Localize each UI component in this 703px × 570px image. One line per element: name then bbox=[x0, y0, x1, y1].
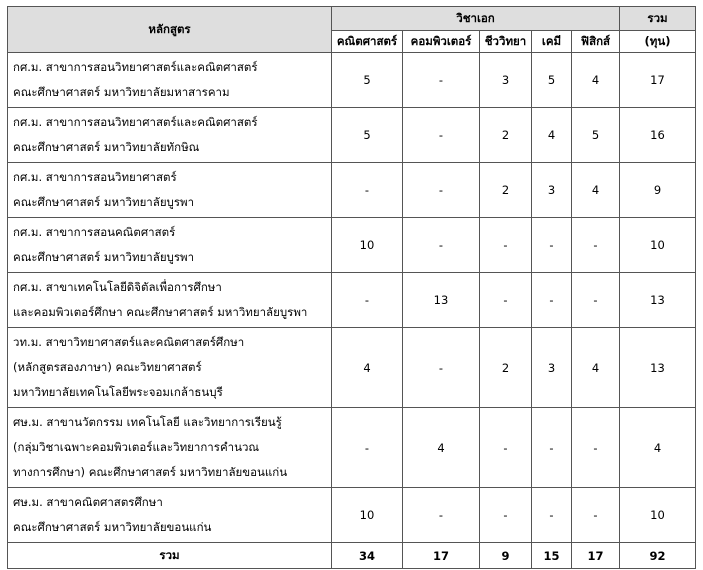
table-row bbox=[8, 163, 696, 218]
value-cell-computer: - bbox=[403, 488, 480, 543]
value-cell-biology: - bbox=[480, 488, 532, 543]
value-cell-math: 5 bbox=[332, 108, 403, 163]
program-name-cell bbox=[8, 273, 332, 328]
value-cell-biology: - bbox=[480, 273, 532, 328]
value-cell-math: 4 bbox=[332, 328, 403, 408]
total-column-header: รวม bbox=[620, 7, 696, 31]
grand-total: 92 bbox=[620, 543, 696, 569]
value-cell-chemistry: 4 bbox=[532, 108, 572, 163]
value-cell-computer: - bbox=[403, 218, 480, 273]
value-cell-biology: 2 bbox=[480, 163, 532, 218]
value-cell-physics: - bbox=[572, 488, 620, 543]
total-row bbox=[8, 543, 696, 569]
program-name-cell bbox=[8, 218, 332, 273]
value-cell-chemistry: - bbox=[532, 488, 572, 543]
major-header-math: คณิตศาสตร์ bbox=[332, 31, 403, 53]
value-cell-physics: - bbox=[572, 408, 620, 488]
value-cell-math: - bbox=[332, 273, 403, 328]
program-name-cell bbox=[8, 488, 332, 543]
table-row bbox=[8, 273, 696, 328]
program-name-line: ศษ.ม. สาขานวัตกรรม เทคโนโลยี และวิทยาการเรียนรู้ bbox=[13, 415, 282, 429]
program-name-line: (กลุ่มวิชาเฉพาะคอมพิวเตอร์และวิทยาการคำนวณ bbox=[13, 440, 260, 454]
value-cell-chemistry: 3 bbox=[532, 328, 572, 408]
table-row bbox=[8, 408, 696, 488]
program-name-line: กศ.ม. สาขาการสอนวิทยาศาสตร์ bbox=[13, 170, 177, 184]
value-cell-math: 5 bbox=[332, 53, 403, 108]
row-total-cell: 13 bbox=[620, 328, 696, 408]
table-row bbox=[8, 218, 696, 273]
program-name-line: และคอมพิวเตอร์ศึกษา คณะศึกษาศาสตร์ มหาวิทยาลัยบูรพา bbox=[13, 305, 308, 319]
row-total-cell: 10 bbox=[620, 218, 696, 273]
program-column-header: หลักสูตร bbox=[8, 7, 332, 53]
program-name-line: กศ.ม. สาขาการสอนวิทยาศาสตร์และคณิตศาสตร์ bbox=[13, 115, 258, 129]
program-name-cell bbox=[8, 328, 332, 408]
program-name-line: ศษ.ม. สาขาคณิตศาสตรศึกษา bbox=[13, 495, 163, 509]
total-computer: 17 bbox=[403, 543, 480, 569]
value-cell-physics: 4 bbox=[572, 328, 620, 408]
program-name-line: กศ.ม. สาขาการสอนคณิตศาสตร์ bbox=[13, 225, 176, 239]
total-biology: 9 bbox=[480, 543, 532, 569]
value-cell-computer: 13 bbox=[403, 273, 480, 328]
value-cell-chemistry: 5 bbox=[532, 53, 572, 108]
row-total-cell: 9 bbox=[620, 163, 696, 218]
value-cell-computer: - bbox=[403, 108, 480, 163]
value-cell-physics: - bbox=[572, 273, 620, 328]
total-math: 34 bbox=[332, 543, 403, 569]
value-cell-computer: - bbox=[403, 53, 480, 108]
program-name-line: คณะศึกษาศาสตร์ มหาวิทยาลัยทักษิณ bbox=[13, 140, 200, 154]
program-name-line: กศ.ม. สาขาการสอนวิทยาศาสตร์และคณิตศาสตร์ bbox=[13, 60, 258, 74]
table-row bbox=[8, 108, 696, 163]
row-total-cell: 4 bbox=[620, 408, 696, 488]
program-name-cell bbox=[8, 53, 332, 108]
value-cell-math: - bbox=[332, 163, 403, 218]
scholarship-table bbox=[7, 6, 696, 569]
value-cell-biology: - bbox=[480, 408, 532, 488]
row-total-cell: 16 bbox=[620, 108, 696, 163]
major-group-header: วิชาเอก bbox=[332, 7, 620, 31]
value-cell-biology: 2 bbox=[480, 108, 532, 163]
total-row-label: รวม bbox=[8, 543, 332, 569]
program-name-line: ทางการศึกษา) คณะศึกษาศาสตร์ มหาวิทยาลัยขอนแก่น bbox=[13, 465, 288, 479]
value-cell-computer: - bbox=[403, 328, 480, 408]
program-name-cell bbox=[8, 408, 332, 488]
total-physics: 17 bbox=[572, 543, 620, 569]
program-name-line: วท.ม. สาขาวิทยาศาสตร์และคณิตศาสตร์ศึกษา bbox=[13, 335, 245, 349]
value-cell-computer: - bbox=[403, 163, 480, 218]
value-cell-math: 10 bbox=[332, 488, 403, 543]
value-cell-biology: 3 bbox=[480, 53, 532, 108]
total-unit-header: (ทุน) bbox=[620, 31, 696, 53]
program-name-line: คณะศึกษาศาสตร์ มหาวิทยาลัยบูรพา bbox=[13, 250, 195, 264]
value-cell-biology: 2 bbox=[480, 328, 532, 408]
program-name-cell bbox=[8, 163, 332, 218]
table-row bbox=[8, 53, 696, 108]
major-header-biology: ชีววิทยา bbox=[480, 31, 532, 53]
value-cell-physics: 4 bbox=[572, 53, 620, 108]
major-header-computer: คอมพิวเตอร์ bbox=[403, 31, 480, 53]
value-cell-chemistry: - bbox=[532, 408, 572, 488]
value-cell-biology: - bbox=[480, 218, 532, 273]
table-row bbox=[8, 488, 696, 543]
program-name-line: คณะศึกษาศาสตร์ มหาวิทยาลัยขอนแก่น bbox=[13, 520, 212, 534]
row-total-cell: 17 bbox=[620, 53, 696, 108]
total-chemistry: 15 bbox=[532, 543, 572, 569]
row-total-cell: 10 bbox=[620, 488, 696, 543]
program-name-line: กศ.ม. สาขาเทคโนโลยีดิจิตัลเพื่อการศึกษา bbox=[13, 280, 222, 294]
major-header-physics: ฟิสิกส์ bbox=[572, 31, 620, 53]
value-cell-math: - bbox=[332, 408, 403, 488]
value-cell-chemistry: - bbox=[532, 218, 572, 273]
major-header-chemistry: เคมี bbox=[532, 31, 572, 53]
row-total-cell: 13 bbox=[620, 273, 696, 328]
value-cell-math: 10 bbox=[332, 218, 403, 273]
value-cell-chemistry: - bbox=[532, 273, 572, 328]
value-cell-physics: 5 bbox=[572, 108, 620, 163]
program-name-line: มหาวิทยาลัยเทคโนโลยีพระจอมเกล้าธนบุรี bbox=[13, 385, 223, 399]
program-name-line: คณะศึกษาศาสตร์ มหาวิทยาลัยมหาสารคาม bbox=[13, 85, 230, 99]
table-row bbox=[8, 328, 696, 408]
program-name-line: (หลักสูตรสองภาษา) คณะวิทยาศาสตร์ bbox=[13, 360, 202, 374]
value-cell-computer: 4 bbox=[403, 408, 480, 488]
value-cell-chemistry: 3 bbox=[532, 163, 572, 218]
value-cell-physics: 4 bbox=[572, 163, 620, 218]
program-name-cell bbox=[8, 108, 332, 163]
program-name-line: คณะศึกษาศาสตร์ มหาวิทยาลัยบูรพา bbox=[13, 195, 195, 209]
value-cell-physics: - bbox=[572, 218, 620, 273]
